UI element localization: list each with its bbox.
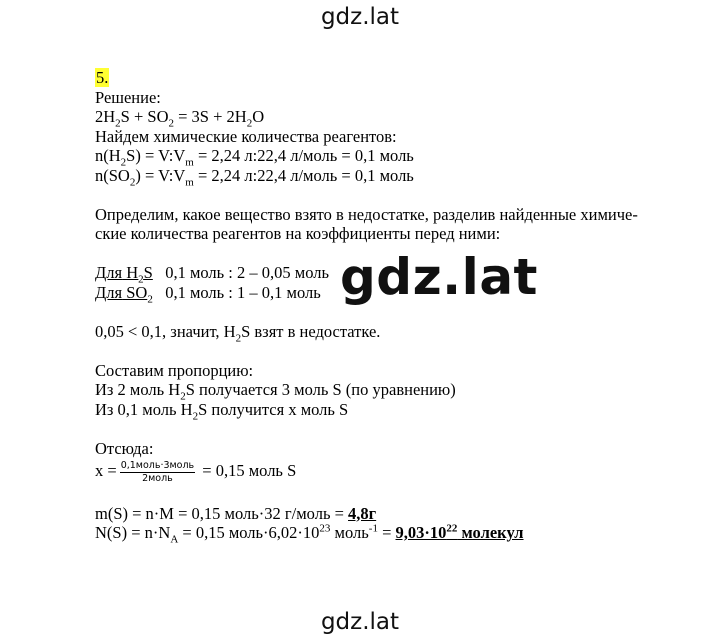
x-fraction <box>120 460 195 485</box>
proportion-line-2: Из 0,1 моль $H_2S$ получится x моль S <box>95 399 349 422</box>
watermark-bottom: gdz.lat <box>320 609 400 635</box>
proportion-line-1: Из 2 моль $H_2S$ получается 3 моль S (по уравнению) <box>95 380 456 403</box>
find-amounts-text: Найдем химические количества реагентов: <box>95 126 397 146</box>
solution-document <box>95 68 695 546</box>
watermark-middle: gdz.lat <box>340 248 538 306</box>
for-h2s-line: Для $H_2S$ 0,1 моль : 2 – 0,05 моль <box>95 263 330 286</box>
determine-text-1: Определим, какое вещество взято в недостатке, разделив найденные химиче- <box>95 204 638 224</box>
conclusion-line: 0,05 < 0,1, значит, $H_2S$ взят в недостатке. <box>95 321 381 344</box>
count-line: $N(S) = n\cdot N_A = 0,15$ $моль\cdot 6,02\cdot 10^{23}$ моль$^{-1}$ = $9,03\cdot 10^{22}$ молекул <box>95 522 524 546</box>
solution-heading: Решение: <box>95 87 161 107</box>
determine-text-2: ские количества реагентов на коэффициенты перед ними: <box>95 224 501 243</box>
watermark-top: gdz.lat <box>320 4 400 30</box>
reaction-equation: $2H_2S + SO_2 = 3S + 2H_2O$ <box>95 107 265 130</box>
n-h2s-line: $n(H_2S)$ = $V:V_m = 2,24$ л:22,4 л/моль = 0,1 моль <box>95 146 414 169</box>
count-answer: $9,03\cdot 10^{22}$ молекул <box>395 522 524 542</box>
task-number: 5. <box>96 68 109 87</box>
n-so2-line: $n(SO_2)$ = $V:V_m = 2,24$ л:22,4 л/моль = 0,1 моль <box>95 165 414 188</box>
proportion-title: Составим пропорцию: <box>95 360 254 380</box>
hence-text: Отсюда: <box>95 438 154 458</box>
for-so2-line: Для $SO_2$ 0,1 моль : 1 – 0,1 моль <box>95 282 321 305</box>
fraction-numerator: 0,1моль·3моль <box>120 459 195 471</box>
mass-line: m(S) = n·M = 0,15 моль·32 г/моль = 4,8г <box>95 503 377 523</box>
fraction-denominator: 2моль <box>142 472 173 484</box>
mass-answer: 4,8г <box>348 503 377 523</box>
x-calculation: x = $\frac{\text{0,1моль·3моль}}{\text{2моль}}$ = 0,15 моль S <box>95 459 297 484</box>
